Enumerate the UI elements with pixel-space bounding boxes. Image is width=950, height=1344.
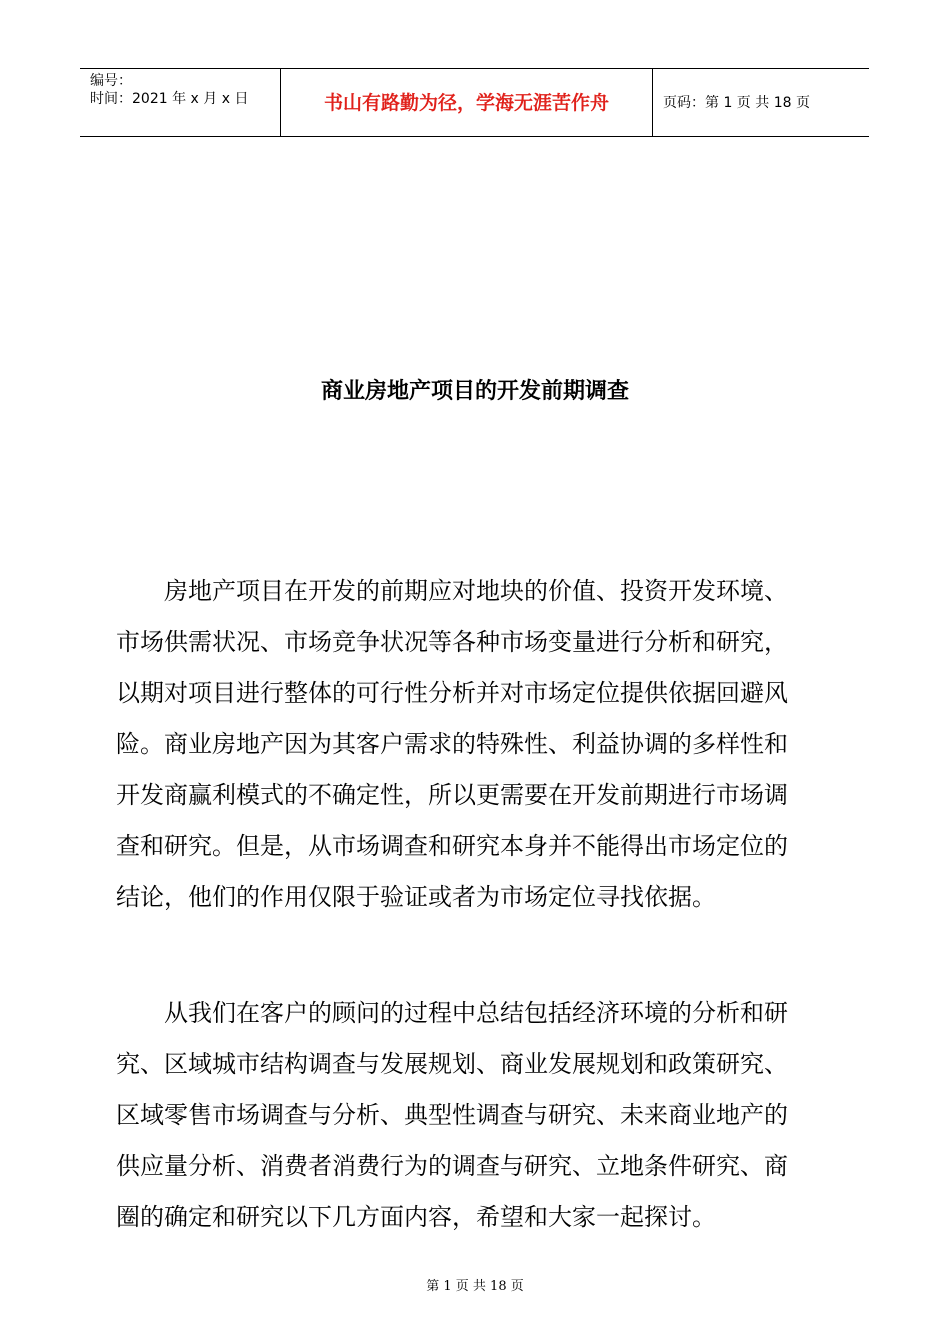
- paragraph-line: 从我们在客户的顾问的过程中总结包括经济环境的分析和研: [164, 999, 788, 1027]
- header-page-info: 页码：第 1 页 共 18 页: [663, 95, 810, 111]
- paragraph-line: 查和研究。但是，从市场调查和研究本身并不能得出市场定位的: [116, 832, 788, 860]
- paragraph-line: 结论，他们的作用仅限于验证或者为市场定位寻找依据。: [116, 883, 716, 911]
- header-page-cell: [653, 69, 869, 136]
- document-time-label: 时间：2021 年 x 月 x 日: [90, 91, 249, 107]
- paragraph-line: 区域零售市场调查与分析、典型性调查与研究、未来商业地产的: [116, 1101, 788, 1129]
- paragraph-line: 圈的确定和研究以下几方面内容，希望和大家一起探讨。: [116, 1203, 716, 1231]
- paragraph-line: 开发商赢利模式的不确定性，所以更需要在开发前期进行市场调: [116, 781, 788, 809]
- document-header: [80, 68, 869, 137]
- paragraph-line: 房地产项目在开发的前期应对地块的价值、投资开发环境、: [164, 577, 788, 605]
- document-number-label: 编号：: [90, 73, 132, 89]
- header-motto-cell: [281, 69, 653, 136]
- body-paragraph-2: [116, 988, 836, 1243]
- paragraph-line: 究、区域城市结构调查与发展规划、商业发展规划和政策研究、: [116, 1050, 788, 1078]
- header-meta-cell: [80, 69, 281, 136]
- paragraph-line: 以期对项目进行整体的可行性分析并对市场定位提供依据回避风: [116, 679, 788, 707]
- document-title: 商业房地产项目的开发前期调查: [320, 379, 629, 404]
- body-paragraph-1: [116, 566, 836, 923]
- header-motto: 书山有路勤为径，学海无涯苦作舟: [323, 92, 609, 114]
- paragraph-line: 市场供需状况、市场竞争状况等各种市场变量进行分析和研究，: [116, 628, 788, 656]
- paragraph-line: 供应量分析、消费者消费行为的调查与研究、立地条件研究、商: [116, 1152, 788, 1180]
- page-footer: 第 1 页 共 18 页: [426, 1279, 524, 1294]
- paragraph-line: 险。商业房地产因为其客户需求的特殊性、利益协调的多样性和: [116, 730, 788, 758]
